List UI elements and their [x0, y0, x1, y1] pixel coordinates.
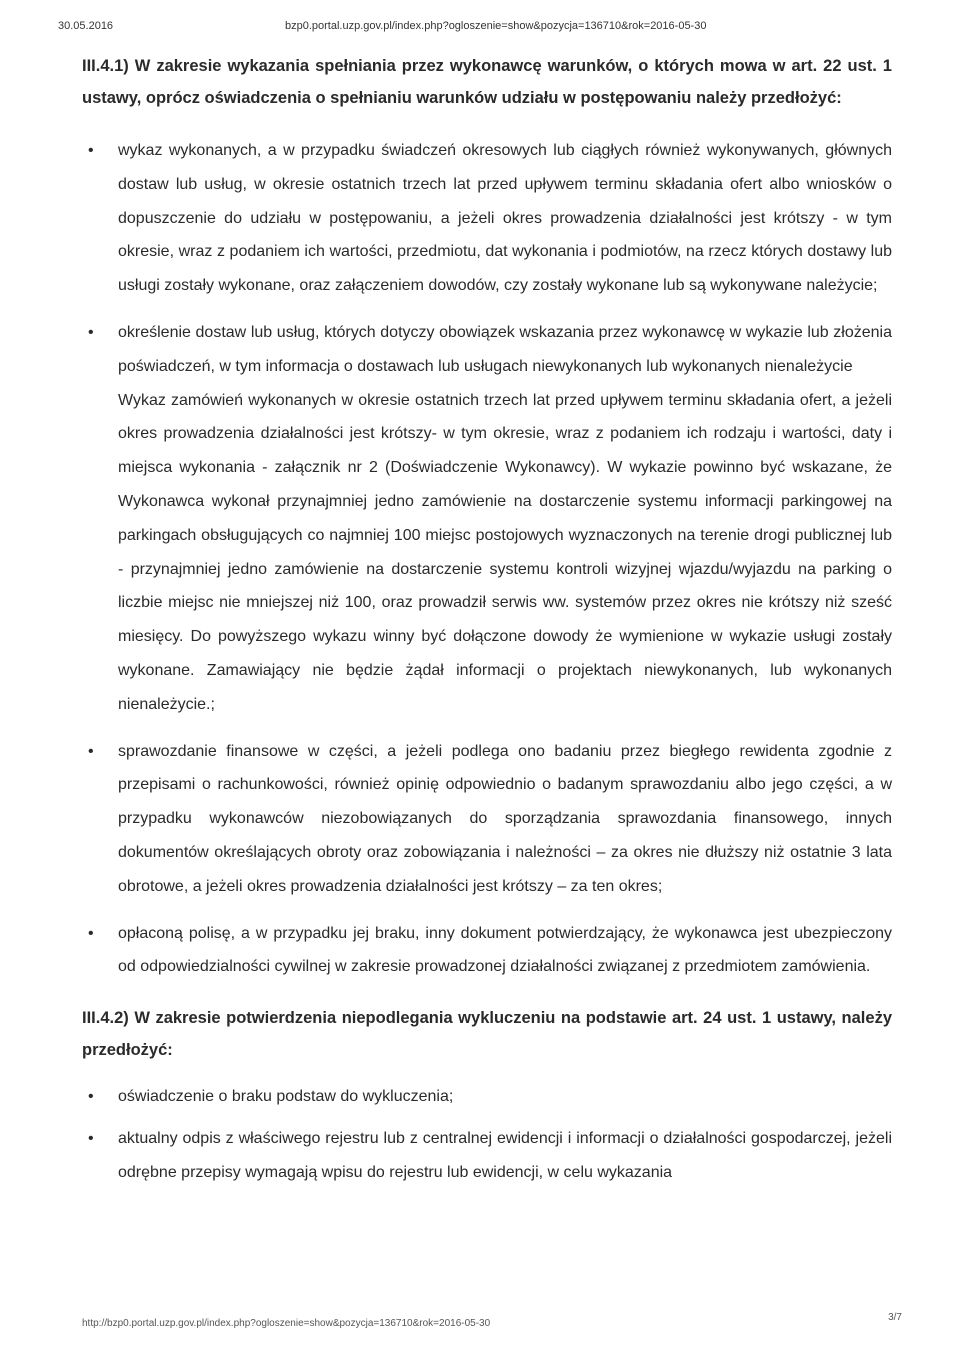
list-item-text: sprawozdanie finansowe w części, a jeżeli podlega ono badaniu przez biegłego rewidenta zgodnie z przepisami o rachunkowości, również opinię odpowiednio o badanym sprawozdaniu albo jego części, a w przypadku wykonawców niezobowiązanych do sporządzania sprawozdania finansowego, innych dokumentów określających obroty oraz zobowiązania i należności – za okres nie dłuższy niż ostatnie 3 lata obrotowe, a jeżeli okres prowadzenia działalności jest krótszy – za ten okres;: [118, 742, 892, 895]
list-item: [82, 917, 892, 985]
list-item-text: określenie dostaw lub usług, których dotyczy obowiązek wskazania przez wykonawcę w wykazie lub złożenia poświadczeń, w tym informacja o dostawach lub usługach niewykonanych lub wykonanych nienależycie: [118, 323, 892, 375]
bullet-icon: •: [88, 323, 94, 341]
section-heading-iii-4-1: III.4.1) W zakresie wykazania spełniania przez wykonawcę warunków, o których mowa w art. 22 ust. 1 ustawy, oprócz oświadczenia o spełnianiu warunków udziału w postępowaniu należy przedłożyć:: [82, 57, 892, 107]
list-item: [82, 316, 892, 722]
list-item-text: opłaconą polisę, a w przypadku jej braku, inny dokument potwierdzający, że wykonawca jest ubezpieczony od odpowiedzialności cywilnej w zakresie prowadzonej działalności związanej z przedmiotem zamówienia.: [118, 924, 892, 976]
bullet-icon: •: [88, 742, 94, 760]
bullet-icon: •: [88, 924, 94, 942]
list-item: [82, 1122, 892, 1190]
list-item: [82, 134, 892, 303]
list-item-text: oświadczenie o braku podstaw do wykluczenia;: [118, 1088, 454, 1106]
footer-url: http://bzp0.portal.uzp.gov.pl/index.php?ogloszenie=show&pozycja=136710&rok=2016-05-30: [82, 1318, 491, 1329]
requirements-list-1: [82, 134, 892, 984]
print-date: 30.05.2016: [58, 20, 114, 32]
list-item: [82, 1080, 892, 1114]
list-item-text: aktualny odpis z właściwego rejestru lub z centralnej ewidencji i informacji o działalności gospodarczej, jeżeli odrębne przepisy wymagają wpisu do rejestru lub ewidencji, w celu wykazania: [118, 1129, 892, 1181]
print-url: bzp0.portal.uzp.gov.pl/index.php?ogloszenie=show&pozycja=136710&rok=2016-05-30: [285, 20, 707, 32]
bullet-icon: •: [88, 1129, 94, 1147]
document-body: [82, 50, 892, 1198]
requirements-list-2: [82, 1080, 892, 1189]
page-number: 3/7: [888, 1312, 902, 1323]
section-heading-iii-4-2: III.4.2) W zakresie potwierdzenia niepodlegania wykluczeniu na podstawie art. 24 ust. 1 ustawy, należy przedłożyć:: [82, 1009, 892, 1060]
bullet-icon: •: [88, 1088, 94, 1106]
list-item-text: wykaz wykonanych, a w przypadku świadczeń okresowych lub ciągłych również wykonywanych, głównych dostaw lub usług, w okresie ostatnich trzech lat przed upływem terminu składania ofert albo wniosków o dopuszczenie do udziału w postępowaniu, a jeżeli okres prowadzenia działalności jest krótszy - w tym okresie, wraz z podaniem ich wartości, przedmiotu, dat wykonania i podmiotów, na rzecz których dostawy lub usługi zostały wykonane, oraz załączeniem dowodów, czy zostały wykonane lub są wykonywane należycie;: [118, 142, 892, 295]
list-item-extra-text: Wykaz zamówień wykonanych w okresie ostatnich trzech lat przed upływem terminu składania ofert, a jeżeli okres prowadzenia działalności jest krótszy- w tym okresie, wraz z podaniem ich rodzaju i wartości, daty i miejsca wykonania - załącznik nr 2 (Doświadczenie Wykonawcy). W wykazie powinno być wskazane, że Wykonawca wykonał przynajmniej jedno zamówienie na dostarczenie systemu informacji parkingowej na parkingach obsługujących co najmniej 100 miejsc postojowych wyznaczonych na terenie drogi publicznej lub - przynajmniej jedno zamówienie na dostarczenie systemu kontroli wizyjnej wjazdu/wyjazdu na parking o liczbie miejsc nie mniejszej niż 100, oraz prowadził serwis ww. systemów przez okres nie krótszy niż sześć miesięcy. Do powyższego wykazu winny być dołączone dowody że wymienione w wykazie usługi zostały wykonane. Zamawiający nie będzie żądał informacji o projektach niewykonanych, lub wykonanych nienależycie.;: [118, 391, 892, 713]
list-item: [82, 735, 892, 904]
bullet-icon: •: [88, 142, 94, 159]
